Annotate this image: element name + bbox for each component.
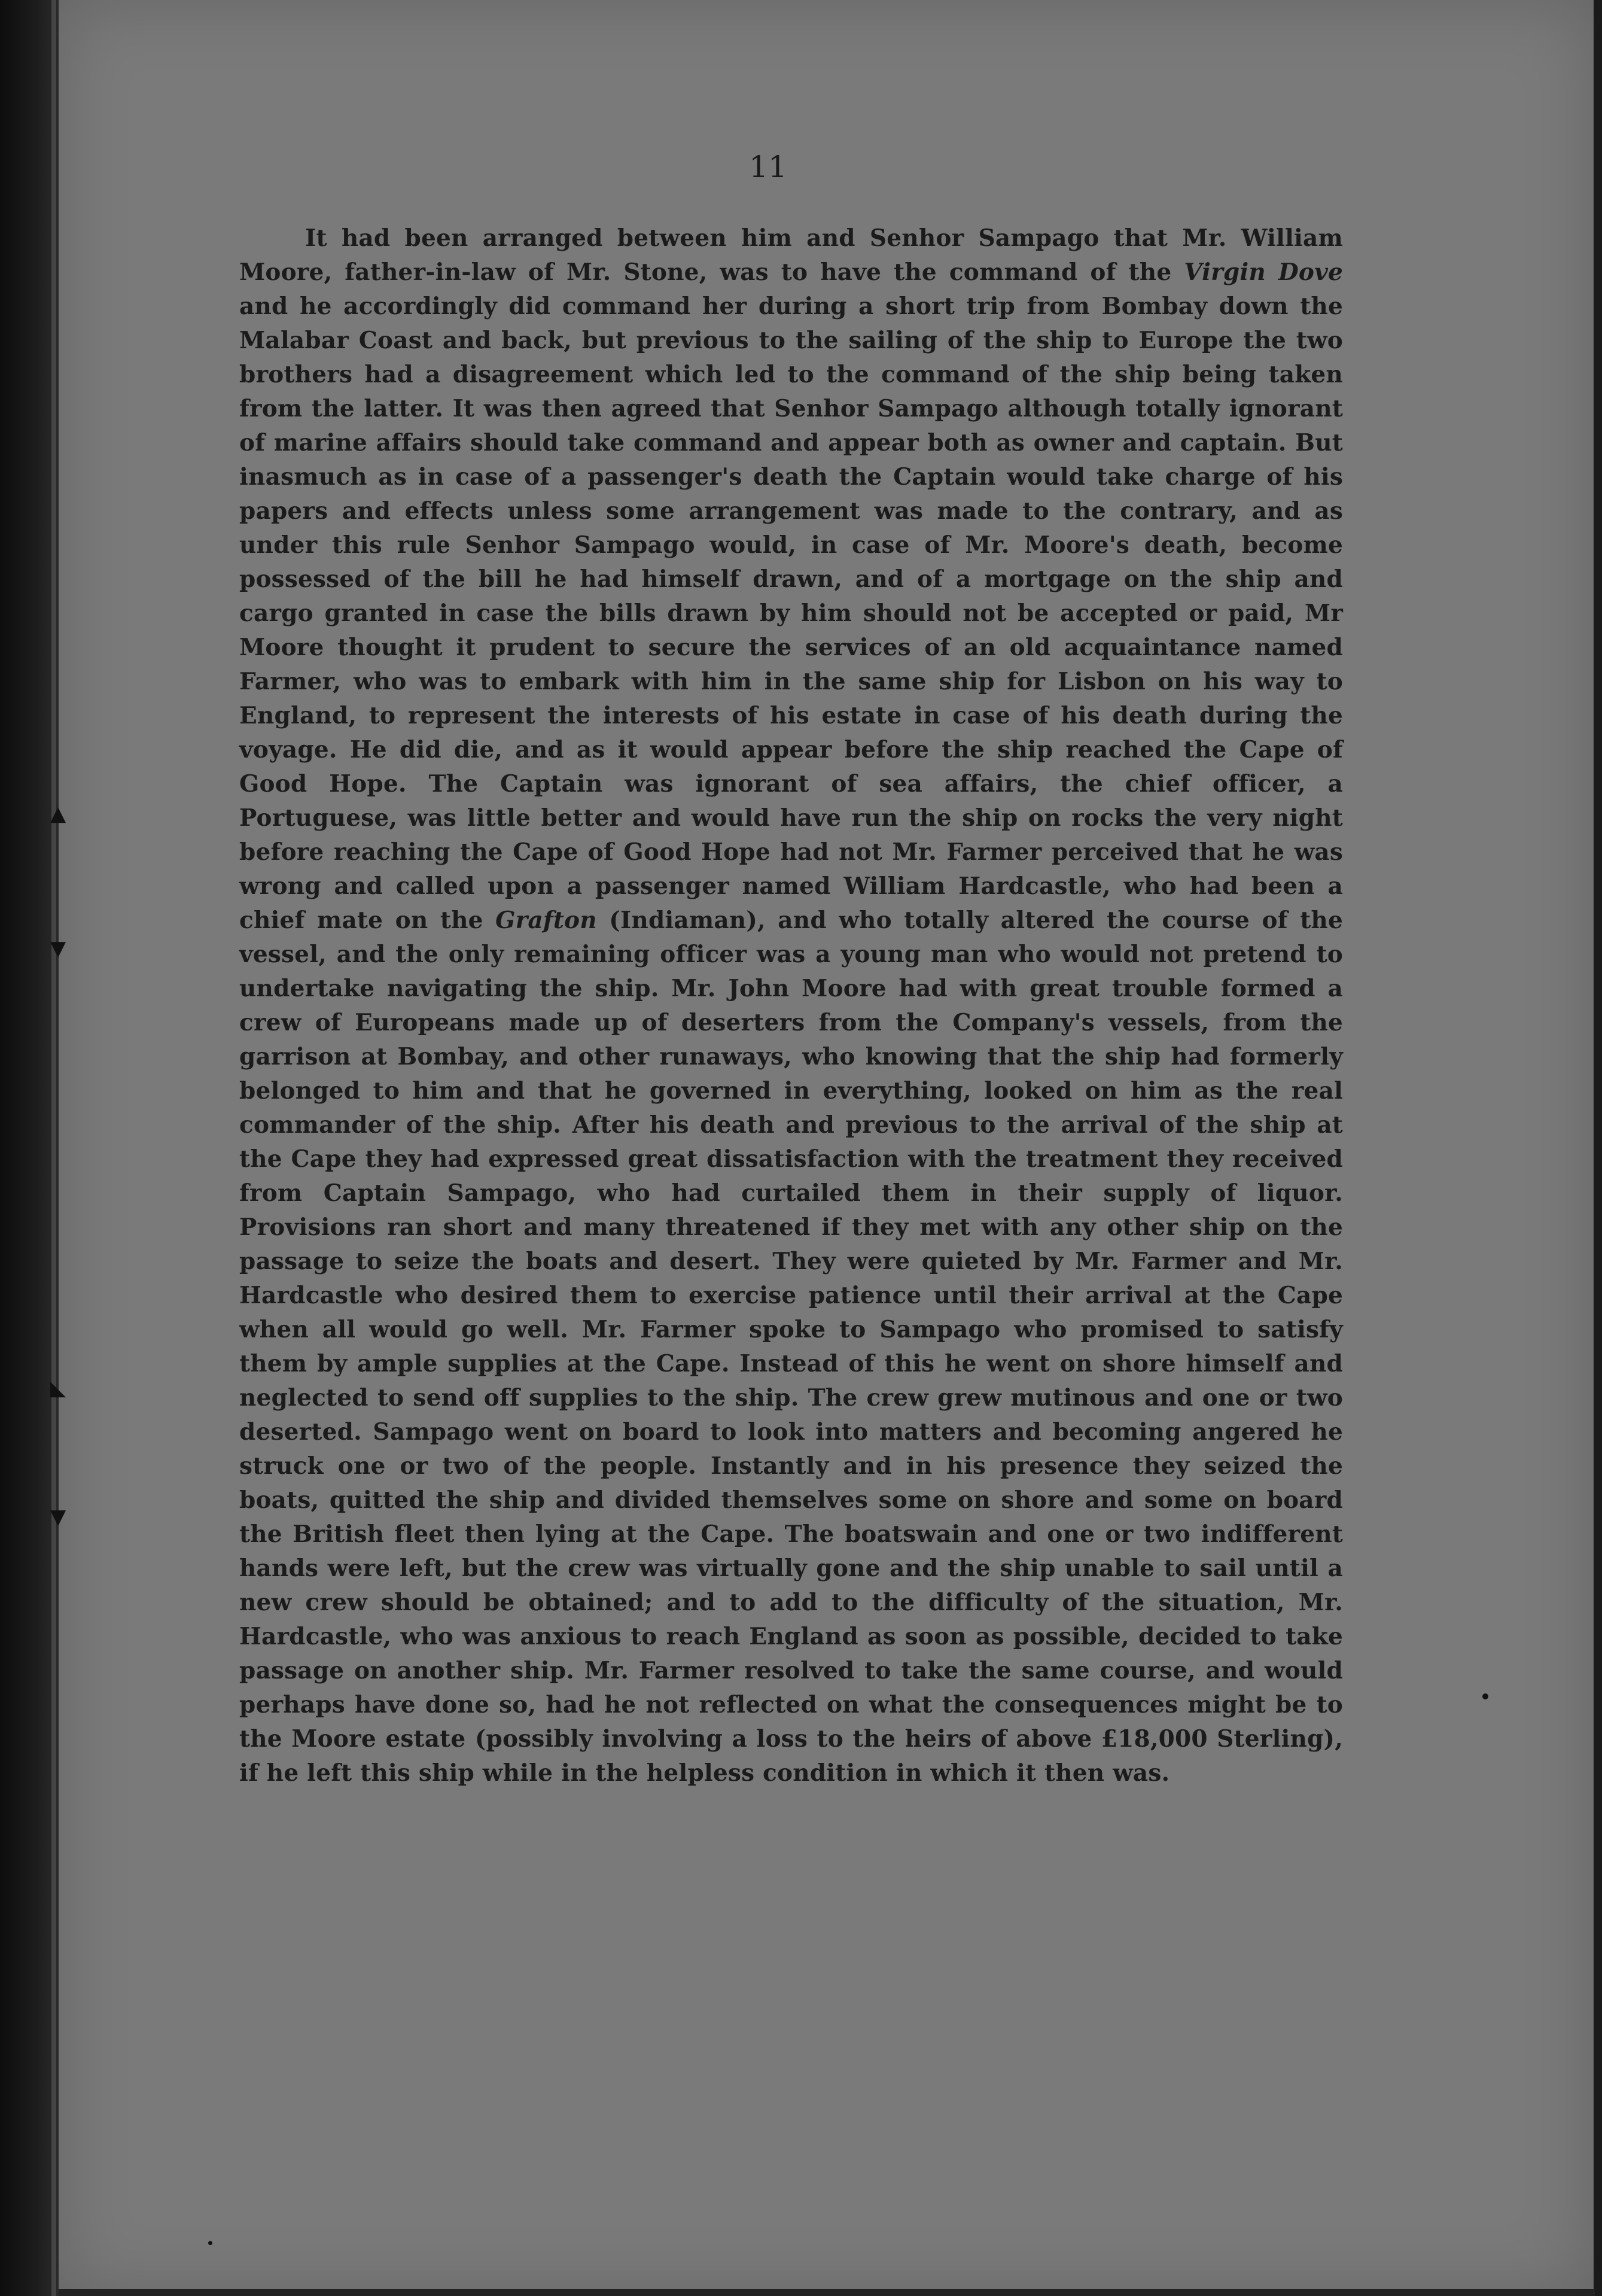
ship-name: Virgin Dove — [1184, 259, 1344, 286]
ship-name: Grafton — [495, 907, 597, 934]
margin-dot — [208, 2241, 212, 2245]
margin-dot — [1482, 1693, 1488, 1699]
margin-mark: ▼ — [50, 936, 66, 960]
page-number: 11 — [749, 150, 787, 184]
page-right-edge — [1594, 0, 1602, 2296]
margin-mark: ▼ — [50, 1505, 66, 1529]
text-segment: and he accordingly did command her during a short trip from Bombay down the Malabar Coast and back, but previous to the sailing of the ship to Europe the two brothers had a disagreement which led to the command of the ship being taken from the latter. It was then agreed that Senhor Sampago although totally ignorant of marine affairs should take command and appear both as owner and captain. But inasmuch as in case of a passenger's death the Captain would take charge of his papers and effects unless some arrangement was made to the contrary, and as under this rule Senhor Sampago would, in case of Mr. Moore's death, become possessed of the bill he had himself drawn, and of a mortgage on the ship and cargo granted in case the bills drawn by him should not be accepted or paid, Mr Moore thought it prudent to secure the services of an old acquaintance named Farmer, who was to embark with him in the same ship for Lisbon on his way to England, to represent the interests of his estate in case of his death during the voyage. He did die, and as it would appear before the ship reached the Cape of Good Hope. The Captain was ignorant of sea affairs, the chief officer, a Portuguese, was little better and would have run the ship on rocks the very night before reaching the Cape of Good Hope had not Mr. Farmer perceived that he was wrong and called upon a passenger named William Hardcastle, who had been a chief mate on the — [239, 293, 1343, 934]
text-segment: It had been arranged between him and Senhor Sampago that Mr. William Moore, father-in-law of Mr. Stone, was to have the command of the — [239, 224, 1343, 286]
margin-mark: ▲ — [50, 802, 66, 826]
margin-mark: ◣ — [50, 1376, 66, 1400]
text-segment: (Indiaman), and who totally altered the course of the vessel, and the only remaining officer was a young man who would not pretend to undertake navigating the ship. Mr. John Moore had with great trouble formed a crew of Europeans made up of deserters from the Company's vessels, from the garrison at Bombay, and other runaways, who knowing that the ship had formerly belonged to him and that he governed in everything, looked on him as the real commander of the ship. After his death and previous to the arrival of the ship at the Cape they had expressed great dissatisfaction with the treatment they received from Captain Sampago, who had curtailed them in their supply of liquor. Provisions ran short and many threatened if they met with any other ship on the passage to seize the boats and desert. They were quieted by Mr. Farmer and Mr. Hardcastle who desired them to exercise patience until their arrival at the Cape when all would go well. Mr. Farmer spoke to Sampago who promised to satisfy them by ample supplies at the Cape. Instead of this he went on shore himself and neglected to send off supplies to the ship. The crew grew mutinous and one or two deserted. Sampago went on board to look into matters and becoming angered he struck one or two of the people. Instantly and in his presence they seized the boats, quitted the ship and divided themselves some on shore and some on board the British fleet then lying at the Cape. The boatswain and one or two indifferent hands were left, but the crew was virtually gone and the ship unable to sail until a new crew should be obtained; and to add to the difficulty of the situation, Mr. Hardcastle, who was anxious to reach England as soon as possible, decided to take passage on another ship. Mr. Farmer resolved to take the same course, and would perhaps have done so, had he not reflected on what the consequences might be to the Moore estate (possibly involving a loss to the heirs of above £18,000 Sterling), if he left this ship while in the helpless condition in which it then was. — [239, 907, 1343, 1787]
binding-line — [51, 0, 56, 2296]
page-left-edge — [0, 0, 59, 2296]
body-text — [239, 221, 1343, 1790]
page-bottom-edge — [59, 2289, 1595, 2296]
paragraph — [239, 221, 1343, 1790]
